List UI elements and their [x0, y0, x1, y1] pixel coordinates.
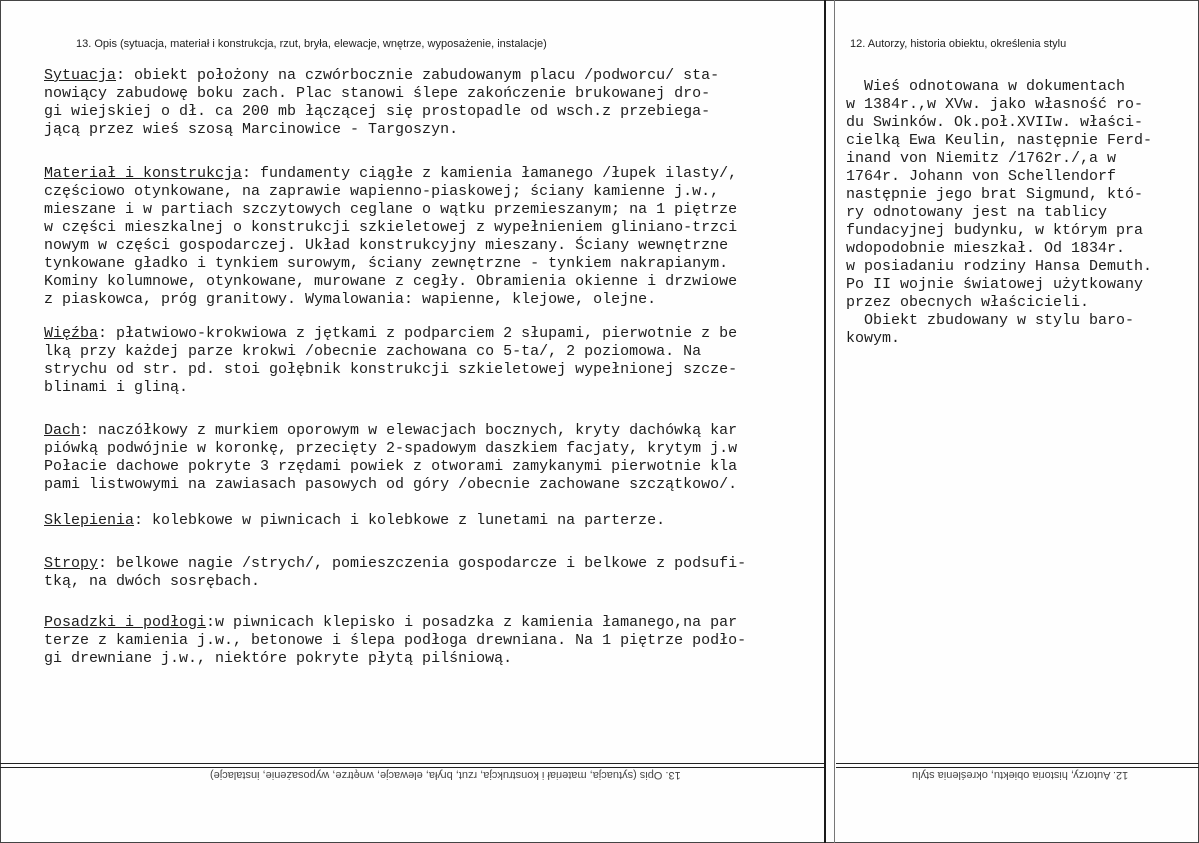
history-line: w 1384r.,w XVw. jako własność ro- [846, 96, 1144, 113]
history-line: cielką Ewa Keulin, następnie Ferd- [846, 132, 1153, 149]
section-line: Sklepienia: kolebkowe w piwnicach i kolebkowe z lunetami na parterze. [44, 512, 666, 529]
section-heading: Sytuacja [44, 67, 117, 84]
section-line: Dach: naczółkowy z murkiem oporowym w elewacjach bocznych, kryty dachówką kar [44, 422, 738, 439]
section-line: nowiący zabudowę boku zach. Plac stanowi ślepe zakończenie brukowanej dro- [44, 85, 711, 102]
section-line: z piaskowca, próg granitowy. Wymalowania: wapienne, klejowe, olejne. [44, 291, 657, 308]
section-line: lką przy każdej parze krokwi /obecnie zachowana co 5-ta/, 2 poziomowa. Na [44, 343, 702, 360]
section-line: częściowo otynkowane, na zaprawie wapienno-piaskowej; ściany kamienne j.w., [44, 183, 720, 200]
section-line: Kominy kolumnowe, otynkowane, murowane z cegły. Obramienia okienne i drzwiowe [44, 273, 738, 290]
section-heading: Materiał i konstrukcja [44, 165, 243, 182]
section-heading: Więźba [44, 325, 99, 342]
history-line: przez obecnych właścicieli. [846, 294, 1090, 311]
history-line: 1764r. Johann von Schellendorf [846, 168, 1117, 185]
column-divider [824, 0, 826, 843]
section-line: terze z kamienia j.w., betonowe i ślepa podłoga drewniana. Na 1 piętrze podło- [44, 632, 747, 649]
history-line: kowym. [846, 330, 901, 347]
header-authors-history: 12. Autorzy, historia obiektu, określenia stylu [850, 38, 1067, 50]
section-line: w części mieszkalnej o konstrukcji szkieletowej z wypełnieniem gliniano-trzci [44, 219, 738, 236]
section-line: Połacie dachowe pokryte 3 rzędami powiek z otworami zamykanymi pierwotnie kla [44, 458, 738, 475]
history-line: ry odnotowany jest na tablicy [846, 204, 1108, 221]
footer-band [0, 760, 1199, 782]
history-line: w posiadaniu rodziny Hansa Demuth. [846, 258, 1153, 275]
section-line: tynkowane gładko i tynkiem surowym, ściany zewnętrzne - tynkiem nakrapianym. [44, 255, 729, 272]
section-line: blinami i gliną. [44, 379, 189, 396]
section-line: strychu od str. pd. stoi gołębnik konstrukcji szkieletowej wypełnionej szcze- [44, 361, 738, 378]
section-line: Stropy: belkowe nagie /strych/, pomieszczenia gospodarcze i belkowe z podsufi- [44, 555, 747, 572]
section-line: gi wiejskiej o dł. ca 200 mb łączącej się prostopadle od wsch.z przebiega- [44, 103, 711, 120]
section-line: tką, na dwóch sosrębach. [44, 573, 261, 590]
history-line: Po II wojnie światowej użytkowany [846, 276, 1144, 293]
history-line: Obiekt zbudowany w stylu baro- [846, 312, 1135, 329]
footer-rule-right [836, 763, 1199, 768]
section-line: gi drewniane j.w., niektóre pokryte płytą pilśniową. [44, 650, 513, 667]
section-heading: Stropy [44, 555, 99, 572]
section-line: Posadzki i podłogi:w piwnicach klepisko i posadzka z kamienia łamanego,na par [44, 614, 738, 631]
section-line: pami listwowymi na zawiasach pasowych od góry /obecnie zachowane szczątkowo/. [44, 476, 738, 493]
section-line: mieszane i w partiach szczytowych ceglane o wątku przemieszanym; na 1 piętrze [44, 201, 738, 218]
section-line: Sytuacja: obiekt położony na czwórbocznie zabudowanym placu /podworcu/ sta- [44, 67, 720, 84]
history-body [846, 78, 1152, 348]
section-line: Materiał i konstrukcja: fundamenty ciągłe z kamienia łamanego /łupek ilasty/, [44, 165, 738, 182]
section-heading: Sklepienia [44, 512, 135, 529]
history-line: wdopodobnie mieszkał. Od 1834r. [846, 240, 1126, 257]
history-line: fundacyjnej budynku, w którym pra [846, 222, 1144, 239]
history-line: du Swinków. Ok.poł.XVIIw. właści- [846, 114, 1144, 131]
section-line: jącą przez wieś szosą Marcinowice - Targoszyn. [44, 121, 459, 138]
footer-rule-left [0, 763, 824, 768]
footer-mirrored-authors: 12. Autorzy, historia obiektu, określenia stylu [912, 769, 1129, 781]
header-description: 13. Opis (sytuacja, materiał i konstrukcja, rzut, bryła, elewacje, wnętrze, wyposażenie, instalacje) [76, 38, 547, 50]
section-line: nowym w części gospodarczej. Układ konstrukcyjny mieszany. Ściany wewnętrzne [44, 237, 729, 254]
history-line: następnie jego brat Sigmund, któ- [846, 186, 1144, 203]
section-line: piówką podwójnie w koronkę, przecięty 2-spadowym daszkiem facjaty, krytym j.w [44, 440, 738, 457]
section-line: Więźba: płatwiowo-krokwiowa z jętkami z podparciem 2 słupami, pierwotnie z be [44, 325, 738, 342]
history-line: Wieś odnotowana w dokumentach [846, 78, 1126, 95]
section-heading: Posadzki i podłogi [44, 614, 207, 631]
section-heading: Dach [44, 422, 81, 439]
history-line: inand von Niemitz /1762r./,a w [846, 150, 1117, 167]
column-divider-thin [834, 0, 835, 843]
footer-mirrored-description: 13. Opis (sytuacja, materiał i konstrukcja, rzut, bryła, elewacje, wnętrze, wyposażenie, instalacje) [210, 769, 681, 781]
